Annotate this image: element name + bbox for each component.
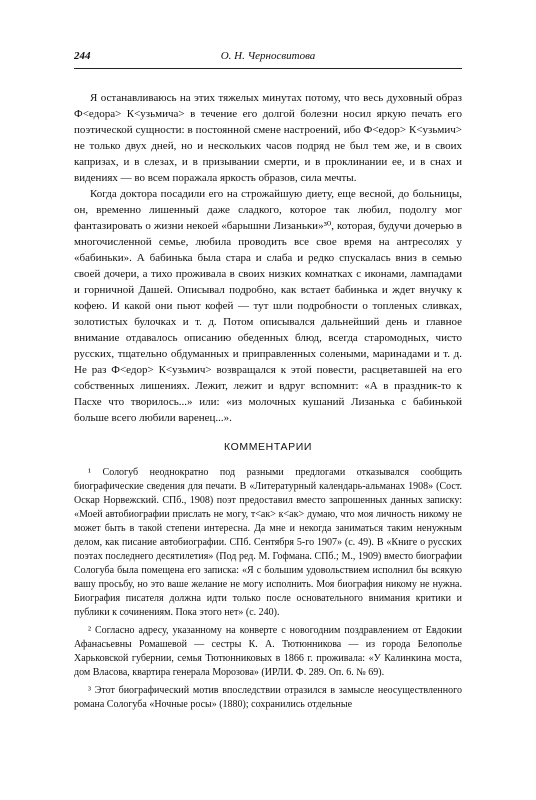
main-text xyxy=(74,90,462,426)
paragraph: Когда доктора посадили его на строжайшую диету, еще весной, до больницы, он, временно лишенный даже сладкого, которое так любил, подолгу мог фантазировать о жизни некоей «барышни Лизаньки»³⁰, которая, будучи дочерью в многочисленной семье, любила проводить все свое время на антресолях у «бабиньки». А бабинька была стара и слаба и редко спускалась вниз в семью своей дочери, а тихо проживала в своих низких комнатках с иконами, лампадами и горничной Дашей. Описывал подробно, как встает бабинька и ждет внучку к кофею. И какой они пьют кофей — тут шли подробности о топленых сливках, золотистых булочках и т. д. Потом описывался дальнейший день и главное внимание отдавалось описанию обеденных блюд, всегда старомодных, чисто русских, тщательно обдуманных и приправленных солеными, маринадами и т. д. Не раз Ф<едор> К<узьмич> возвращался к этой повести, расцветавшей на его собственных лишениях. Лежит, лежит и вдруг вспомнит: «А в праздник-то к Пасхе что творилось...» или: «из молочных кушаний Лизанька с бабинькой больше всего любили варенец...». xyxy=(74,188,462,424)
page-number: 244 xyxy=(74,50,91,62)
page-header xyxy=(74,50,462,66)
footnote: ³ Этот биографический мотив впоследствии отразился в замысле неосуществленного романа Сологуба «Ночные росы» (1880); сохранились отдельные xyxy=(74,685,462,710)
comments-notes xyxy=(74,466,462,716)
header-rule xyxy=(74,68,462,69)
comments-heading: КОММЕНТАРИИ xyxy=(223,441,312,453)
footnote: ¹ Сологуб неоднократно под разными предлогами отказывался сообщить биографические сведения для печати. В «Литературный календарь-альманах 1908» (Сост. Оскар Норвежский. СПб., 1908) поэт предоставил вместо запрошенных данных записку: «Моей автобиографии прислать не могу, т<ак> к<ак> думаю, что моя личность никому не может быть в такой степени интересна. Да мне и некогда заниматься таким ненужным делом, как писание автобиографии. СПб. Сентября 5-го 1907» (с. 49). В «Книге о русских поэтах последнего десятилетия» (Под ред. М. Гофмана. СПб.; М., 1909) вместо биографии Сологуба была помещена его записка: «Я с большим удовольствием исполнил бы всякую вашу просьбу, но это ваше желание не могу исполнить. Моя биография никому не нужна. Биография писателя должна идти только после основательного внимания критики и публики к сочинениям. Пока этого нет» (с. 240). xyxy=(74,467,462,618)
footnote: ² Согласно адресу, указанному на конверте с новогодним поздравлением от Евдокии Афанасьевны Ромашевой — сестры К. А. Тютюнникова — из города Белополье Харьковской губернии, семья Тютюнниковых в 1866 г. проживала: «У Калинкина моста, дом Власова, квартира генерала Морозова» (ИРЛИ. Ф. 289. Оп. 6. № 69). xyxy=(74,625,462,678)
paragraph: Я останавливаюсь на этих тяжелых минутах потому, что весь духовный образ Ф<едора> К<узьмича> в течение его долгой болезни носил яркую печать его поэтической сущности: в постоянной смене настроений, ибо Ф<едор> К<узьмич> не только двух дней, но и нескольких часов подряд не был тем же, и в своих капризах, и в слезах, и в призывании смерти, и в проклинании ее, и в снах и видениях — во всем поражала яркость образов, сила мечты. xyxy=(74,92,462,184)
running-title: О. Н. Черносвитова xyxy=(220,50,316,62)
